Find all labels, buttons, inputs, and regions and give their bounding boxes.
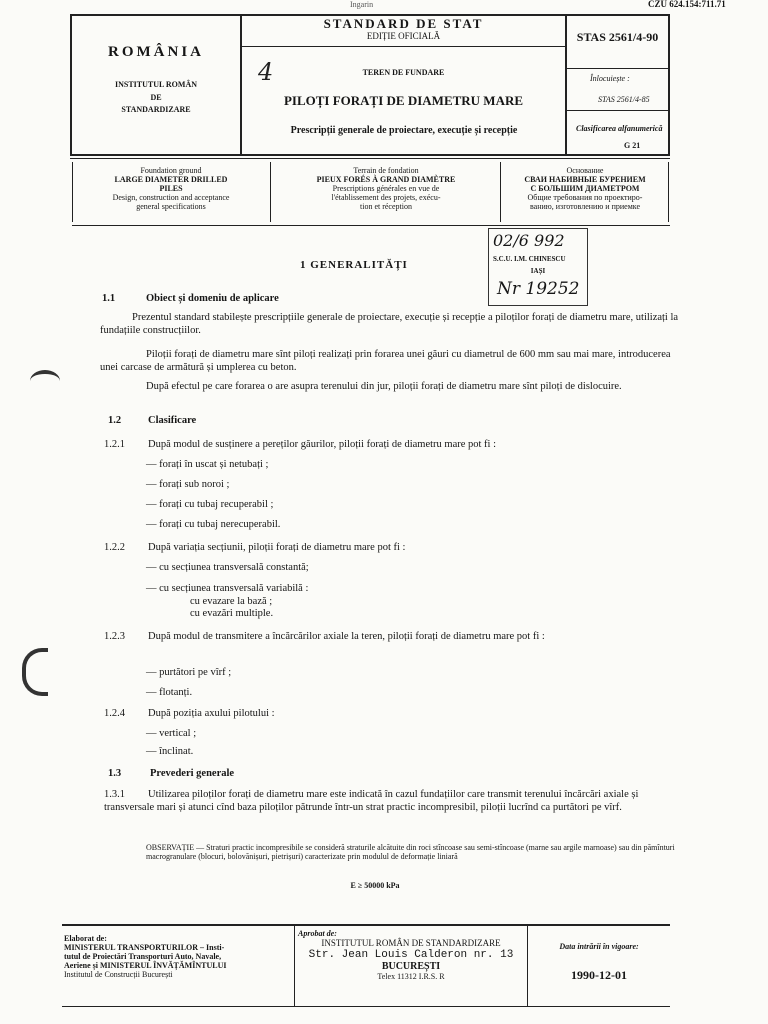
observation-formula: E ≥ 50000 kPa: [350, 881, 400, 890]
s12-title: Clasificare: [148, 415, 197, 426]
s124-item: — înclinat.: [146, 746, 194, 757]
s11-title: Obiect și domeniu de aplicare: [146, 293, 279, 304]
paragraph-2: Piloții forați de diametru mare sînt piloți realizați prin forarea unei găuri cu diametrul de 600 mm sau mai mare, introducerea unei carcase de armătură și umplerea cu beton.: [100, 349, 671, 373]
s122-item: — cu secțiunea transversală constantă;: [146, 562, 309, 573]
translation-en: Foundation ground LARGE DIAMETER DRILLED PILES Design, construction and acceptance general specifications: [112, 166, 230, 211]
s131-text: Utilizarea piloților forați de diametru mare este indicată în cazul fundațiilor care transmit terenului încărcări axiale și transversale mari și atunci cînd baza piloților pătrunde într-un strat practic incompresibil, piloții lucrînd ca purtători pe vîrf.: [104, 789, 639, 813]
edition-label: EDIȚIE OFICIALĂ: [366, 31, 441, 41]
elaborated-text: MINISTERUL TRANSPORTURILOR – Insti- tutul de Proiectări Transporturi Auto, Navale, Aeriene și MINISTERUL ÎNVĂȚĂMÎNTULUI Institutul de Construcții București: [64, 943, 227, 979]
s123-item: — flotanți.: [146, 687, 193, 698]
s13-title: Prevederi generale: [150, 768, 235, 779]
stamp-reg: Nr 19252: [497, 279, 580, 299]
s121-item: — forați în uscat și netubați ;: [146, 459, 269, 470]
top-center-faint: Ingarin: [350, 0, 374, 9]
s124-item: — vertical ;: [146, 728, 197, 739]
classification-label: Clasificarea alfanumerică: [576, 124, 663, 133]
paragraph-3: După efectul pe care forarea o are asupra terenului din jur, piloții forați de diametru mare sînt piloți de dislocuire.: [146, 381, 622, 392]
replaces-label: Înlocuiește :: [590, 74, 630, 83]
binder-hole-mark: [22, 648, 48, 696]
stamp-date: 02/6 992: [493, 231, 565, 250]
paragraph-1: Prezentul standard stabilește prescripțiile generale de proiectare, execuție și recepție a piloților forați de diametru mare, utilizați la fundațiile construcțiilor.: [100, 312, 679, 336]
s121-text: După modul de susținere a pereților găurilor, piloții forați de diametru mare pot fi :: [148, 439, 497, 450]
translation-ru: Основание СВАИ НАБИВНЫЕ БУРЕНИЕМ С БОЛЬШИМ ДИАМЕТРОМ Общие требования по проектиро- ванию, изготовлению и приемке: [524, 166, 646, 211]
s122-item: — cu secțiunea transversală variabilă :: [146, 583, 309, 594]
s121-item: — forați cu tubaj recuperabil ;: [146, 499, 274, 510]
scan-mark: [30, 370, 60, 392]
main-title: PILOȚI FORAȚI DE DIAMETRU MARE: [283, 93, 524, 108]
s11-number: 1.1: [102, 293, 116, 304]
s131-number: 1.3.1: [104, 789, 125, 800]
section-heading: 1 GENERALITĂȚI: [300, 259, 408, 271]
approved-text: INSTITUTUL ROMÂN DE STANDARDIZARE Str. Jean Louis Calderon nr. 13 BUCUREȘTI Telex 11312 I.R.S. R: [308, 938, 514, 981]
institute-line2: DE: [150, 93, 162, 102]
subtitle: Prescripții generale de proiectare, execuție și recepție: [290, 125, 518, 136]
standard-title: STANDARD DE STAT: [323, 16, 484, 31]
s123-item: — purtători pe vîrf ;: [146, 667, 232, 678]
s12-number: 1.2: [108, 415, 122, 426]
s123-number: 1.2.3: [104, 631, 125, 642]
s122-number: 1.2.2: [104, 542, 125, 553]
s124-text: După poziția axului pilotului :: [148, 708, 275, 719]
stamp-line1: S.C.U. I.M. CHINESCU: [493, 255, 566, 263]
translation-fr: Terrain de fondation PIEUX FORÉS À GRAND DIAMÈTRE Prescriptions générales en vue de l'établissement des projets, exécu- tion et réception: [316, 166, 456, 211]
institute-line1: INSTITUTUL ROMÂN: [114, 80, 197, 89]
cz-classification: CZU 624.154:711.71: [648, 0, 726, 9]
elaborated-label: Elaborat de:: [64, 934, 107, 943]
s124-number: 1.2.4: [104, 708, 125, 719]
country-name: ROMÂNIA: [108, 44, 204, 60]
observation-note: OBSERVAȚIE — Straturi practic incompresibile se consideră straturile alcătuite din roci stîncoase sau semi-stîncoase (marne sau argile marnoase) sau din pămînturi macrogranulare (blocuri, bolovănișuri, pietrișuri) caracterizate prin modulul de deformație liniară: [146, 843, 675, 861]
s121-number: 1.2.1: [104, 439, 125, 450]
subject-label: TEREN DE FUNDARE: [362, 68, 445, 77]
stas-number: STAS 2561/4-90: [576, 30, 659, 44]
s122-subitem: cu evazări multiple.: [190, 608, 274, 619]
classification-value: G 21: [624, 141, 641, 150]
institute-line3: STANDARDIZARE: [121, 105, 191, 114]
s121-item: — forați sub noroi ;: [146, 479, 230, 490]
s122-subitem: cu evazare la bază ;: [190, 596, 273, 607]
s122-text: După variația secțiunii, piloții forați de diametru mare pot fi :: [148, 542, 406, 553]
s123-text: După modul de transmitere a încărcărilor axiale la teren, piloții forați de diametru mare pot fi :: [148, 631, 545, 642]
effective-date-value: 1990-12-01: [571, 968, 627, 982]
handwritten-number: 4: [258, 58, 274, 86]
effective-date-label: Data intrării în vigoare:: [559, 942, 639, 951]
registration-stamp: [488, 228, 588, 306]
stamp-line2: IAȘI: [530, 267, 546, 275]
approved-label: Aprobat de:: [298, 929, 337, 938]
s121-item: — forați cu tubaj nerecuperabil.: [146, 519, 281, 530]
replaces-value: STAS 2561/4-85: [598, 95, 650, 104]
s13-number: 1.3: [108, 768, 122, 779]
